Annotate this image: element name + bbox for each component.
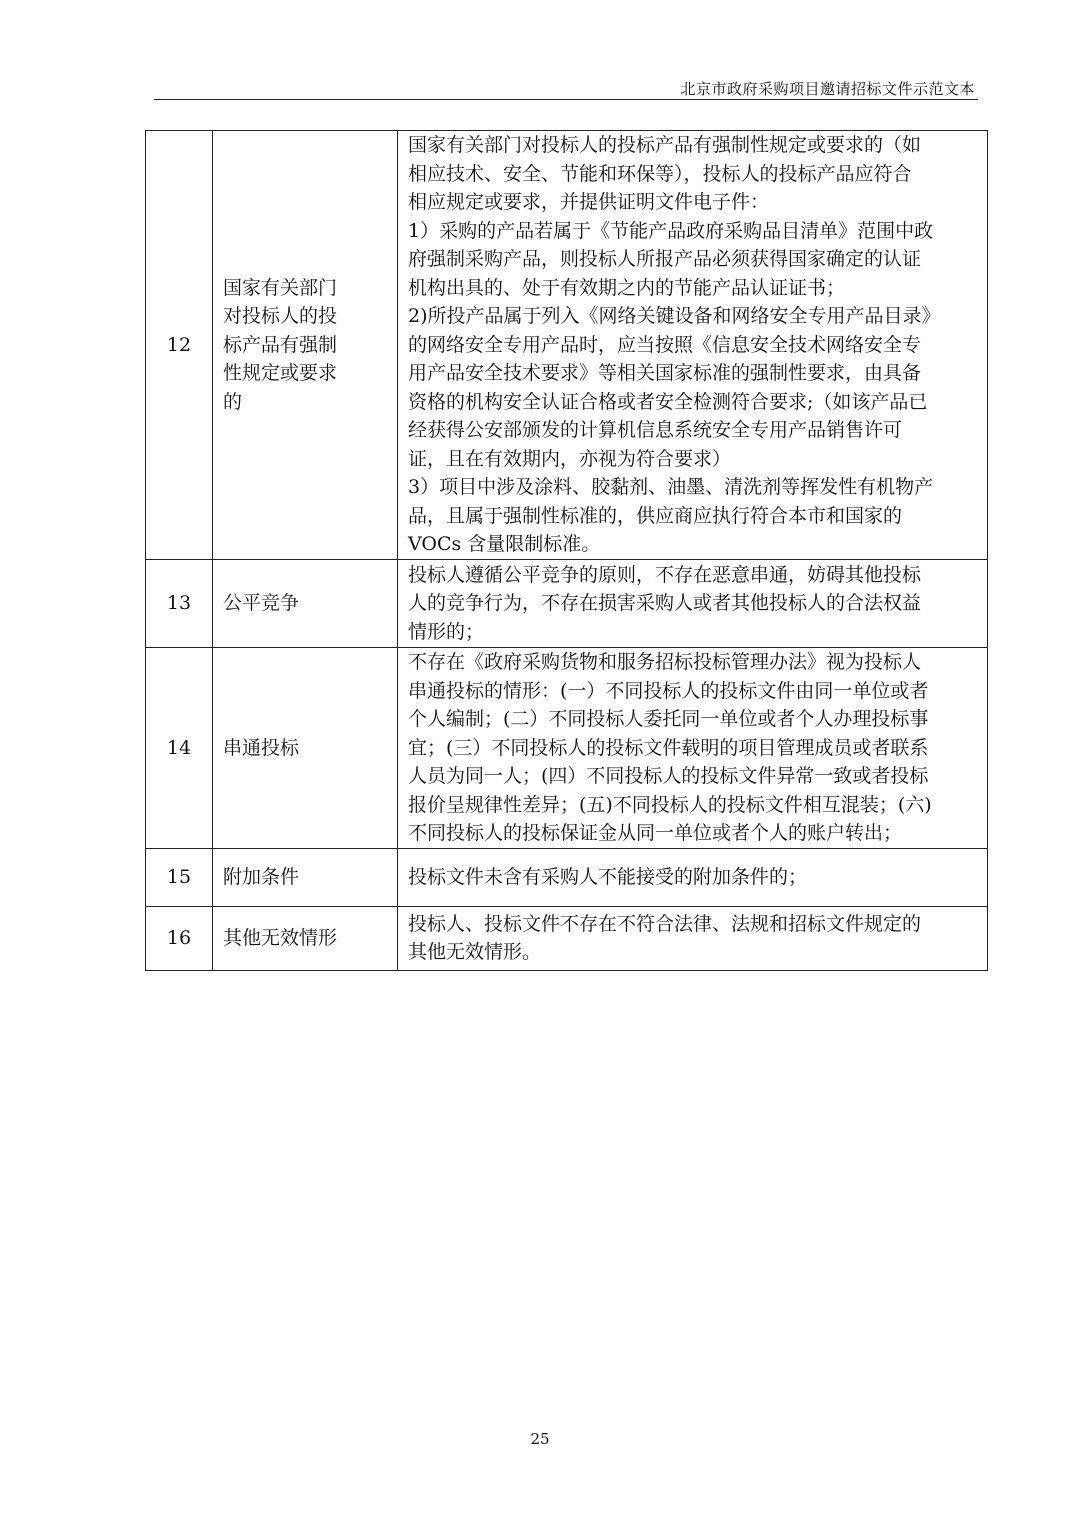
item-name-cell	[213, 648, 398, 849]
item-name-line: 标产品有强制	[223, 333, 338, 356]
requirement-line: 其他无效情形。	[408, 941, 542, 963]
requirement-line: 报价呈规律性差异；(五)不同投标人的投标文件相互混装；(六)	[408, 793, 932, 816]
item-name-line: 串通投标	[223, 736, 300, 759]
requirement-cell	[398, 848, 988, 906]
row-number-cell: 13	[146, 560, 213, 648]
item-name-line: 的	[223, 390, 243, 413]
item-name-line: 其他无效情形	[223, 926, 338, 949]
requirement-line: 宜；(三）不同投标人的投标文件载明的项目管理成员或者联系	[408, 736, 929, 759]
item-name-line: 附加条件	[223, 865, 300, 888]
requirement-line: 的网络安全专用产品时，应当按照《信息安全技术网络安全专	[408, 333, 922, 356]
table-row	[146, 560, 988, 648]
requirement-line: 国家有关部门对投标人的投标产品有强制性规定或要求的（如	[408, 134, 922, 157]
document-header-title: 北京市政府采购项目邀请招标文件示范文本	[680, 80, 975, 98]
requirement-line: 用产品安全技术要求》等相关国家标准的强制性要求，由具备	[408, 362, 922, 385]
requirements-table	[145, 130, 988, 971]
requirement-line: 相应技术、安全、节能和环保等），投标人的投标产品应符合	[408, 162, 912, 185]
row-number-cell: 16	[146, 906, 213, 970]
item-name-line: 公平竞争	[223, 592, 300, 615]
requirement-line: 人员为同一人；(四）不同投标人的投标文件异常一致或者投标	[408, 765, 929, 787]
requirements-table-body	[146, 131, 988, 971]
requirement-line: 个人编制；(二）不同投标人委托同一单位或者个人办理投标事	[408, 708, 929, 730]
requirement-cell	[398, 131, 988, 560]
requirement-line: 情形的；	[408, 620, 485, 643]
requirement-line: 相应规定或要求，并提供证明文件电子件：	[408, 191, 770, 214]
requirement-line: 府强制采购产品，则投标人所报产品必须获得国家确定的认证	[408, 248, 922, 271]
requirement-line: 不同投标人的投标保证金从同一单位或者个人的账户转出；	[408, 822, 903, 844]
requirement-line: 资格的机构安全认证合格或者安全检测符合要求;（如该产品已	[408, 390, 928, 413]
requirement-line: 经获得公安部颁发的计算机信息系统安全专用产品销售许可	[408, 419, 903, 442]
requirement-line: 不存在《政府采购货物和服务招标投标管理办法》视为投标人	[408, 651, 922, 673]
requirement-cell	[398, 906, 988, 970]
requirement-line: 3）项目中涉及涂料、胶黏剂、油墨、清洗剂等挥发性有机物产	[408, 476, 934, 499]
requirement-line: 1）采购的产品若属于《节能产品政府采购品目清单》范围中政	[408, 219, 934, 242]
requirement-cell	[398, 648, 988, 849]
requirement-line: 证，且在有效期内，亦视为符合要求）	[408, 447, 732, 470]
requirement-cell	[398, 560, 988, 648]
header-divider	[154, 99, 978, 100]
requirement-line: 投标文件未含有采购人不能接受的附加条件的；	[408, 865, 808, 888]
requirement-line: 机构出具的、处于有效期之内的节能产品认证证书；	[408, 276, 846, 299]
row-number-cell: 15	[146, 848, 213, 906]
row-number-cell: 12	[146, 131, 213, 560]
item-name-line: 性规定或要求	[223, 362, 338, 385]
item-name-cell	[213, 906, 398, 970]
table-row	[146, 906, 988, 970]
item-name-line: 对投标人的投	[223, 305, 338, 328]
table-row	[146, 848, 988, 906]
table-row	[146, 648, 988, 849]
requirement-line: 品，且属于强制性标准的，供应商应执行符合本市和国家的	[408, 504, 903, 527]
requirement-line: 投标人遵循公平竞争的原则，不存在恶意串通，妨碍其他投标	[408, 563, 922, 586]
item-name-cell	[213, 848, 398, 906]
page-number: 25	[530, 1430, 550, 1448]
item-name-cell	[213, 131, 398, 560]
row-number-cell: 14	[146, 648, 213, 849]
item-name-line: 国家有关部门	[223, 276, 338, 299]
requirement-line: 串通投标的情形：(一）不同投标人的投标文件由同一单位或者	[408, 679, 929, 702]
requirement-line: 投标人、投标文件不存在不符合法律、法规和招标文件规定的	[408, 912, 922, 935]
requirement-line: VOCs 含量限制标准。	[408, 533, 601, 556]
requirement-line: 人的竞争行为，不存在损害采购人或者其他投标人的合法权益	[408, 592, 922, 615]
requirement-line: 2)所投产品属于列入《网络关键设备和网络安全专用产品目录》	[408, 305, 941, 328]
table-row	[146, 131, 988, 560]
item-name-cell	[213, 560, 398, 648]
